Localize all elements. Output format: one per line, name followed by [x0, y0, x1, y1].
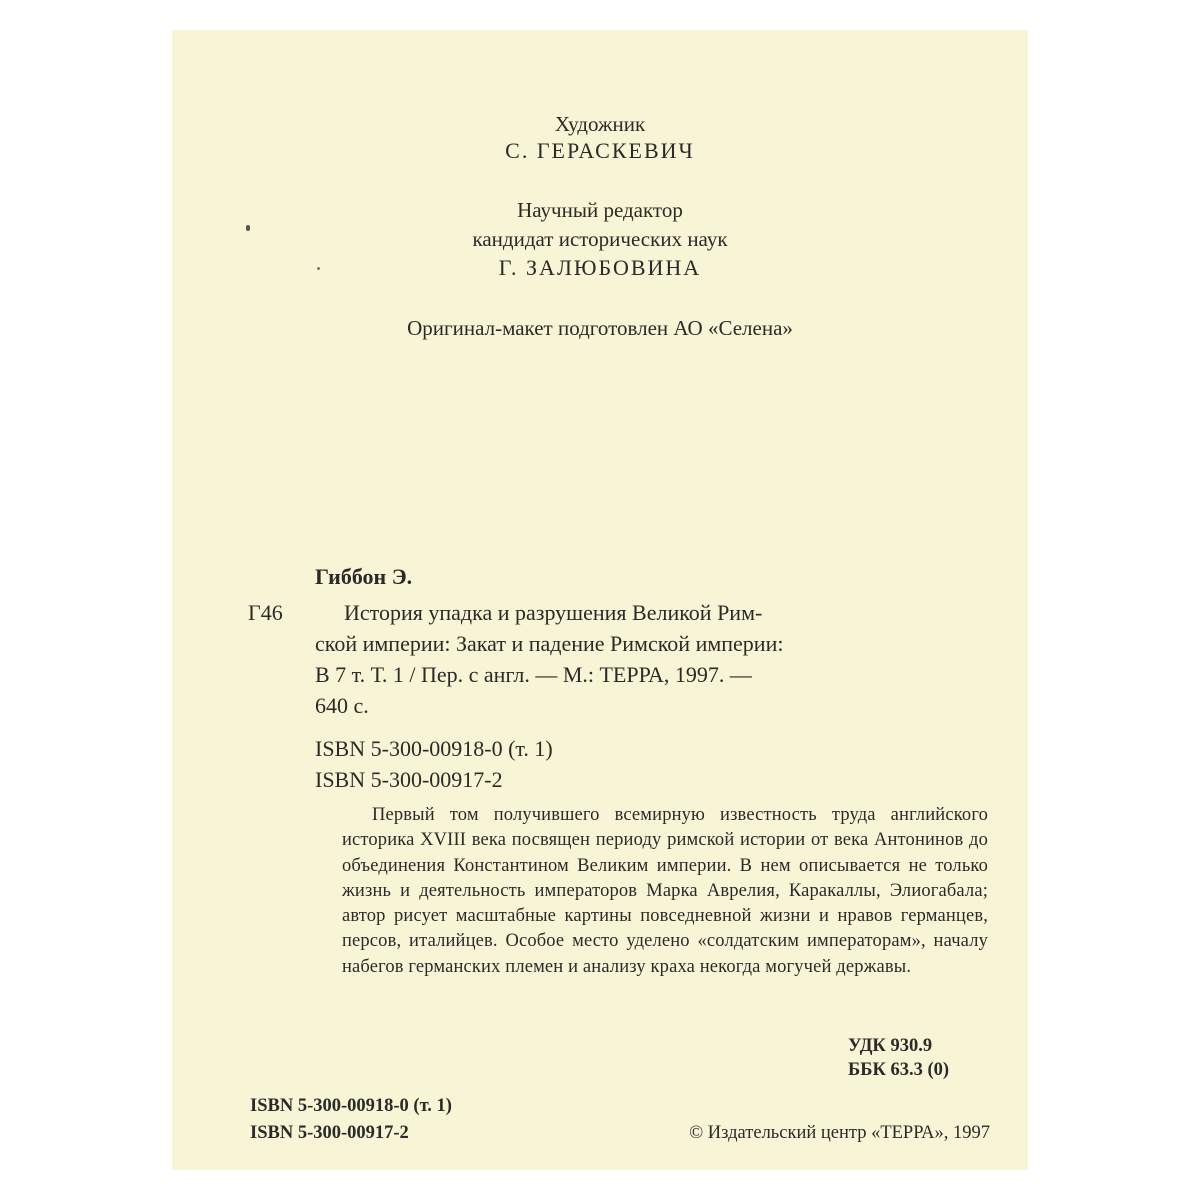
- description-line: ской империи: Закат и падение Римской империи:: [315, 631, 784, 656]
- isbn-line: ISBN 5-300-00918-0 (т. 1): [315, 736, 553, 761]
- bbk-code: ББК 63.3 (0): [848, 1060, 950, 1080]
- description-line: 640 с.: [315, 693, 369, 718]
- footer-isbn-set: ISBN 5-300-00917-2: [250, 1123, 409, 1143]
- artist-role: Художник: [554, 112, 646, 136]
- author-heading: Гиббон Э.: [315, 564, 413, 589]
- description-line: В 7 т. Т. 1 / Пер. с англ. — М.: ТЕРРА, 1997. —: [315, 662, 752, 687]
- artist-name: С. ГЕРАСКЕВИЧ: [505, 138, 695, 163]
- editor-degree: кандидат исторических наук: [472, 227, 728, 251]
- annotation: Первый том получившего всемирную известность труда английского историка XVIII века посвящен периоду римской истории от века Антонинов до объединения Константином Великим империи. В нем описывается не только жизнь и деятельность императоров Марка Аврелия, Каракаллы, Элиогабала; автор рисует масштабные картины повседневной жизни и нравов германцев, персов, италийцев. Особое место уделено «солдатским императорам», началу набегов германских племен и анализу краха некогда могучей державы.: [342, 805, 988, 977]
- isbn-line: ISBN 5-300-00917-2: [315, 767, 503, 792]
- book-page: [172, 30, 1028, 1170]
- layout-note: Оригинал-макет подготовлен АО «Селена»: [407, 316, 793, 340]
- udk-code: УДК 930.9: [848, 1036, 933, 1056]
- shelf-mark: Г46: [248, 600, 283, 625]
- editor-role: Научный редактор: [517, 198, 683, 222]
- editor-name: Г. ЗАЛЮБОВИНА: [498, 255, 702, 280]
- footer-isbn-volume: ISBN 5-300-00918-0 (т. 1): [250, 1096, 452, 1116]
- description-line: История упадка и разрушения Великой Рим-: [344, 600, 763, 625]
- copyright-notice: © Издательский центр «ТЕРРА», 1997: [689, 1123, 990, 1143]
